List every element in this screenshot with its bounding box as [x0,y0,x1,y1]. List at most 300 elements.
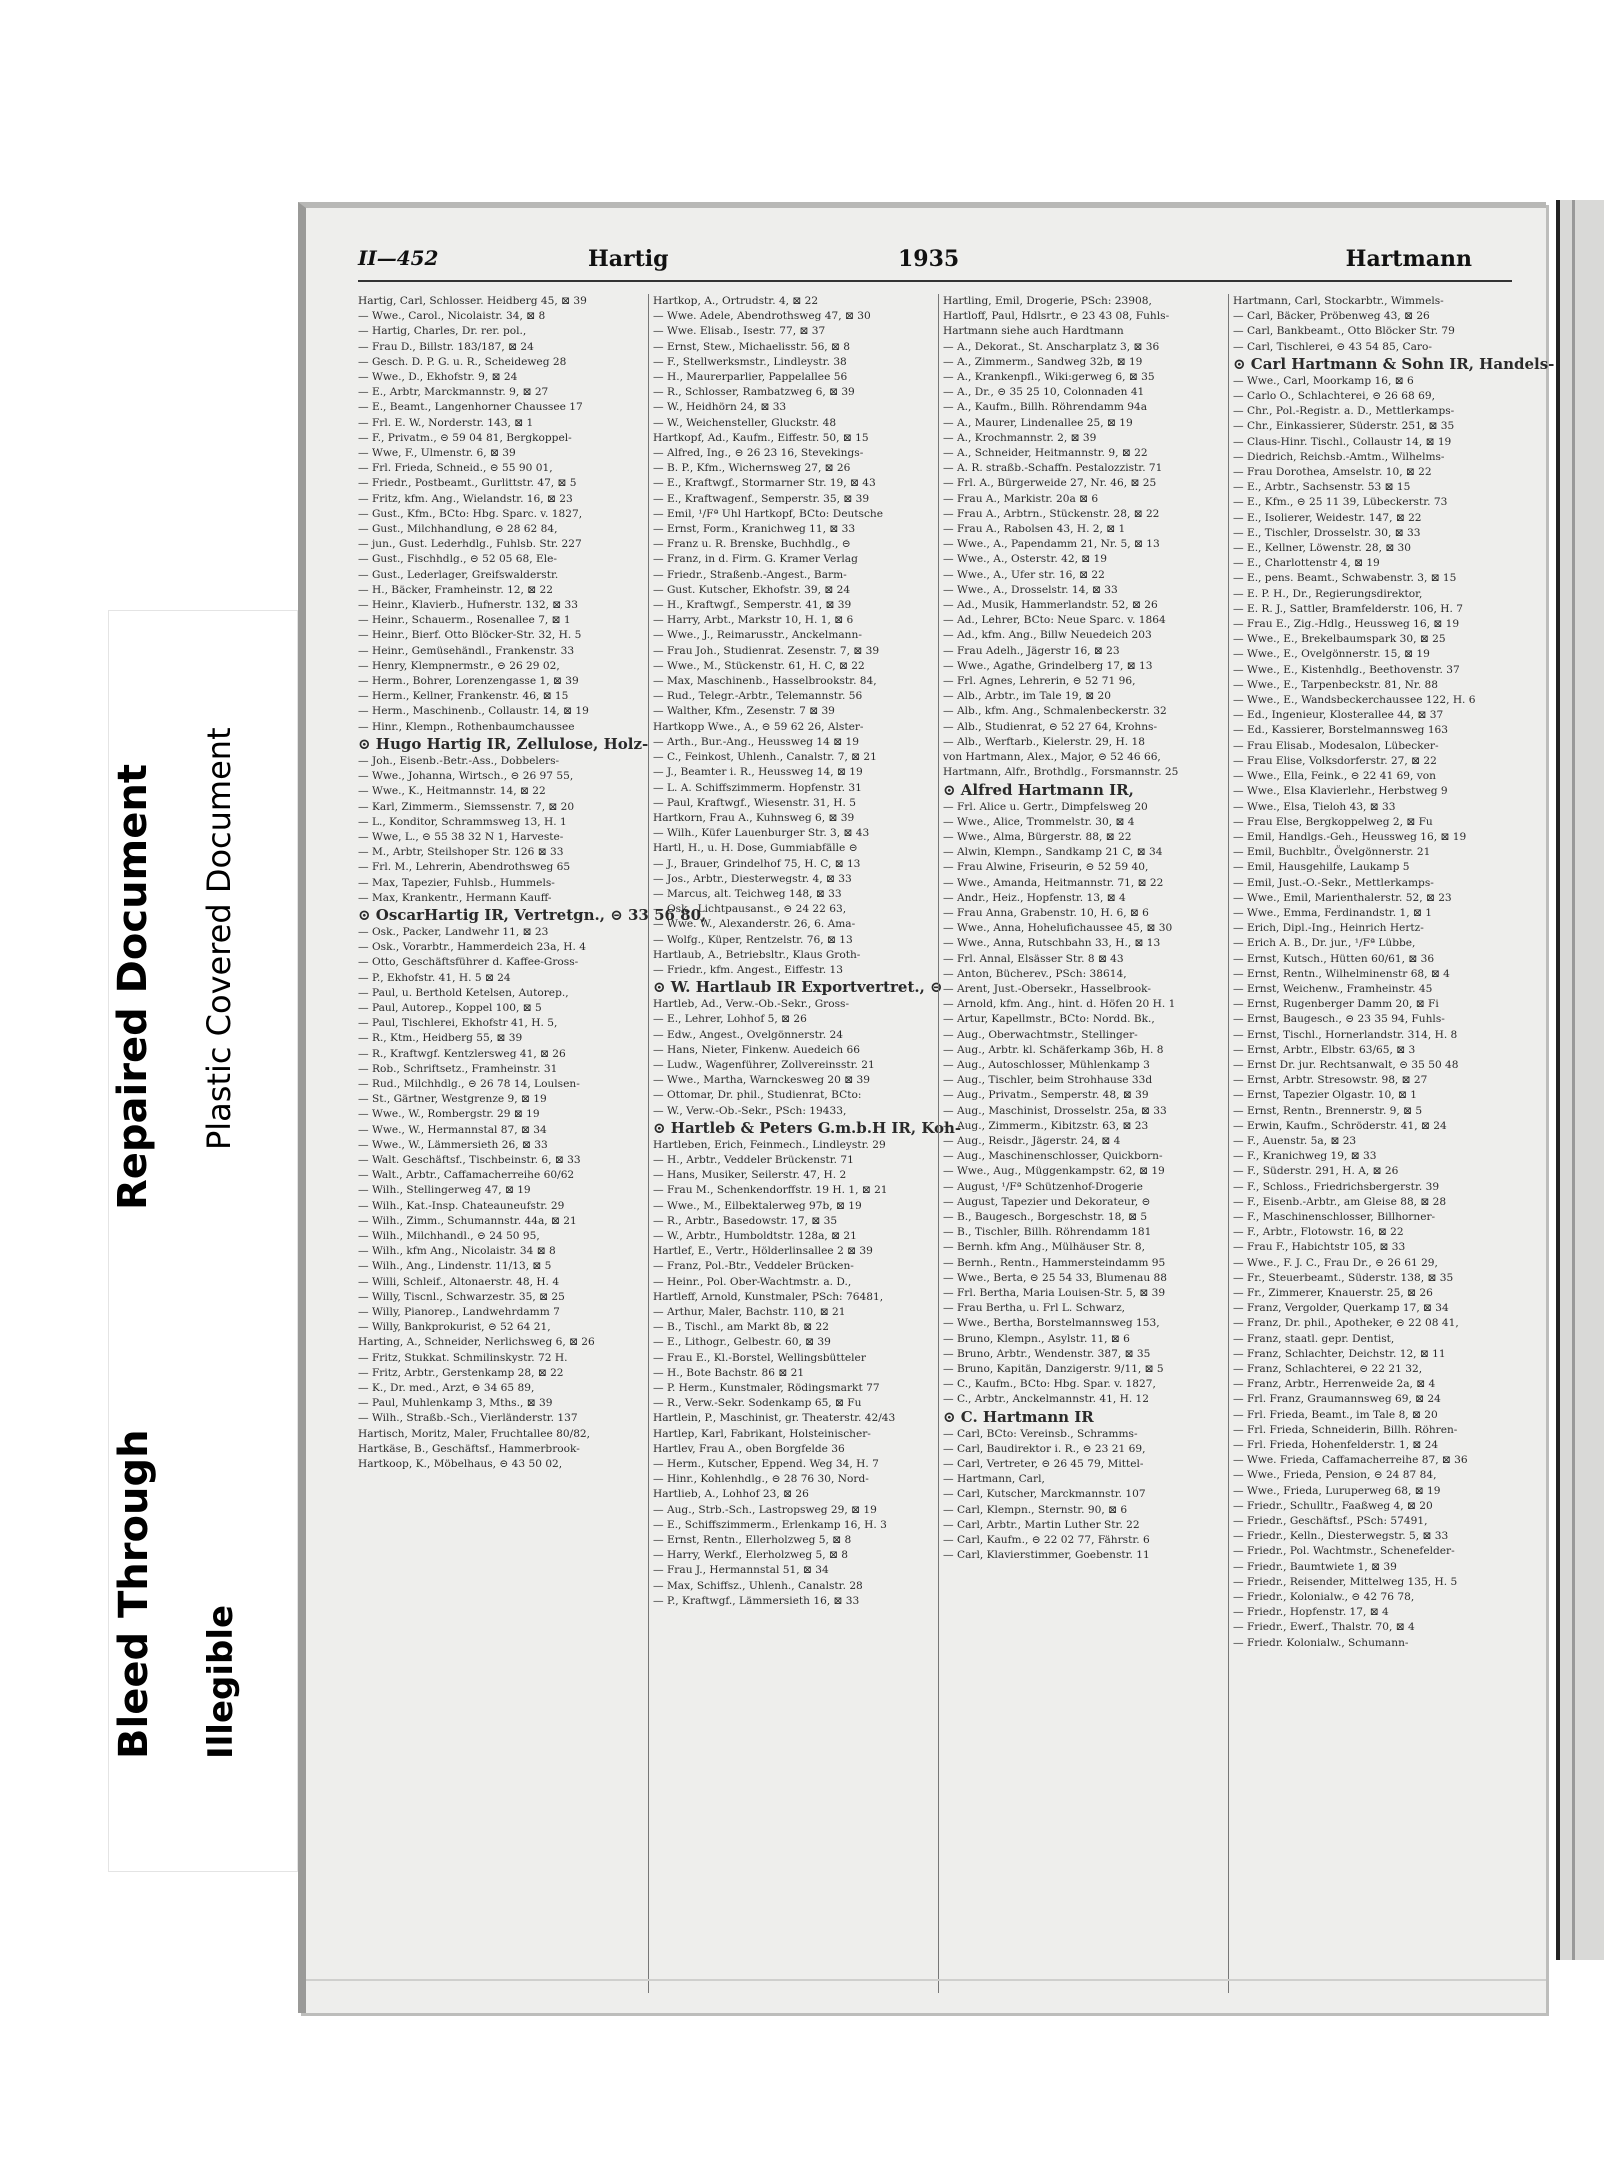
directory-entry: — Wwe., A., Osterstr. 42, ⊠ 19 [943,553,1108,566]
directory-entry: — Ottomar, Dr. phil., Studienrat, BCto: [653,1089,862,1102]
directory-entry: — Alwin, Klempn., Sandkamp 21 C, ⊠ 34 [943,846,1163,859]
directory-entry: — Willy, Pianorep., Landwehrdamm 7 [358,1306,560,1318]
directory-entry: — J., Beamter i. R., Heussweg 14, ⊠ 19 [653,766,863,779]
directory-entry: Hartleb, Ad., Verw.-Ob.-Sekr., Gross- [653,998,850,1011]
directory-entry: — Herm., Maschinenb., Collaustr. 14, ⊠ 19 [358,705,589,718]
directory-entry: — Ernst, Arbtr. Stresowstr. 98, ⊠ 27 [1233,1074,1428,1087]
directory-entry: — Wwe., Bertha, Borstelmannsweg 153, [943,1317,1160,1330]
directory-entry: — Walt. Geschäftsf., Tischbeinstr. 6, ⊠ 33 [358,1153,581,1166]
directory-entry: — Wwe., Berta, ⊝ 25 54 33, Blumenau 88 [943,1271,1167,1284]
directory-entry: — Osk., Lichtpausanst., ⊝ 24 22 63, [653,903,847,916]
directory-entry: — Frau Elisab., Modesalon, Lübecker- [1233,739,1439,752]
directory-entry: — Frau E., Zig.-Hdlg., Heussweg 16, ⊠ 19 [1233,618,1460,631]
directory-entry: — Hartmann, Carl, [943,1473,1045,1486]
directory-entry: — Franz, Pol.-Btr., Veddeler Brücken- [653,1260,854,1273]
directory-entry: — Frau F., Habichtstr 105, ⊠ 33 [1233,1241,1406,1254]
directory-entry: — Wwe., Emma, Ferdinandstr. 1, ⊠ 1 [1233,906,1432,919]
directory-entry: — Carlo O., Schlachterei, ⊝ 26 68 69, [1233,390,1435,403]
directory-entry: — W., Heidhörn 24, ⊠ 33 [653,401,787,414]
directory-entry: — Paul, Tischlerei, Ekhofstr 41, H. 5, [358,1017,558,1030]
directory-entry: — Gesch. D. P. G. u. R., Scheideweg 28 [358,355,567,368]
directory-entry: — A. R. straßb.-Schaffn. Pestalozzistr. 71 [943,462,1163,475]
directory-entry: Hartloff, Paul, Hdlsrtr., ⊝ 23 43 08, Fuhls- [943,310,1170,323]
directory-entry: — Aug., Reisdr., Jägerstr. 24, ⊠ 4 [943,1134,1121,1147]
directory-entry: — Frl. Alice u. Gertr., Dimpfelsweg 20 [943,800,1148,813]
directory-entry: — Hans, Nieter, Finkenw. Auedeich 66 [653,1043,861,1056]
directory-entry: — R., Schlosser, Rambatzweg 6, ⊠ 39 [653,386,855,399]
directory-entry: — Harry, Arbt., Markstr 10, H. 1, ⊠ 6 [653,614,854,627]
directory-entry: — Erich, Dipl.-Ing., Heinrich Hertz- [1233,922,1424,935]
directory-entry: — Wilh., Küfer Lauenburger Str. 3, ⊠ 43 [653,827,870,840]
directory-entry: — F., Süderstr. 291, H. A, ⊠ 26 [1233,1165,1399,1178]
directory-entry: — A., Dekorat., St. Anscharplatz 3, ⊠ 36 [943,340,1160,353]
directory-entry: — Max, Maschinenb., Hasselbrookstr. 84, [653,675,877,688]
directory-entry: — Joh., Eisenb.-Betr.-Ass., Dobbelers- [358,754,560,767]
directory-entry: — M., Arbtr, Steilshoper Str. 126 ⊠ 33 [358,846,564,859]
directory-entry: — E., Isolierer, Weidestr. 147, ⊠ 22 [1233,511,1422,524]
directory-entry: — Claus-Hinr. Tischl., Collaustr 14, ⊠ 19 [1233,435,1452,448]
directory-entry: — Franz, Dr. phil., Apotheker, ⊝ 22 08 41, [1233,1317,1459,1330]
directory-entry: — W., Verw.-Ob.-Sekr., PSch: 19433, [653,1104,847,1117]
directory-entry: — E., Beamt., Langenhorner Chaussee 17 [358,401,583,414]
directory-entry: — Heinr., Schauerm., Rosenallee 7, ⊠ 1 [358,614,571,627]
directory-entry: — Arth., Bur.-Ang., Heussweg 14 ⊠ 19 [653,735,859,748]
directory-entry: — Aug., Maschinenschlosser, Quickborn- [943,1150,1163,1163]
directory-entry: — Ad., Lehrer, BCto: Neue Sparc. v. 1864 [943,614,1166,627]
directory-entry: — Wilh., Ang., Lindenstr. 11/13, ⊠ 5 [358,1260,552,1273]
directory-entry: — H., Bäcker, Framheinstr. 12, ⊠ 22 [358,583,554,596]
tag-bleed-through: Bleed Through [111,1429,157,1759]
directory-entry: ⊙ Carl Hartmann & Sohn IR, Handels- [1233,354,1555,373]
directory-entry: — Ed., Ingenieur, Klosterallee 44, ⊠ 37 [1233,709,1444,722]
directory-entry: — Frl. Frieda, Schneid., ⊝ 55 90 01, [358,462,553,475]
directory-entry: — Frau E., Kl.-Borstel, Wellingsbütteler [653,1351,866,1364]
directory-entry: — F., Eisenb.-Arbtr., am Gleise 88, ⊠ 28 [1233,1195,1447,1208]
directory-entry: — F., Arbtr., Flotowstr. 16, ⊠ 22 [1233,1226,1404,1239]
directory-entry: — Wwe. W., Alexanderstr. 26, 6. Ama- [653,918,856,931]
directory-entry: — Carl, Vertreter, ⊝ 26 45 79, Mittel- [943,1458,1144,1471]
directory-entry: — Wwe., Elsa Klavierlehr., Herbstweg 9 [1233,785,1448,798]
directory-entry: — Fr., Steuerbeamt., Süderstr. 138, ⊠ 35 [1233,1271,1454,1284]
directory-entry: — Max, Krankentr., Hermann Kauff- [358,891,552,904]
directory-entry: — C., Feinkost, Uhlenh., Canalstr. 7, ⊠ 21 [653,751,877,764]
directory-entry: — Wwe., W., Lämmersieth 26, ⊠ 33 [358,1138,548,1151]
directory-entry: — Ad., Musik, Hammerlandstr. 52, ⊠ 26 [943,599,1158,612]
directory-entry: Hartisch, Moritz, Maler, Fruchtallee 80/82, [358,1427,591,1440]
directory-entry: — Arnold, kfm. Ang., hint. d. Höfen 20 H. 1 [943,998,1176,1011]
directory-entry: — Max, Tapezier, Fuhlsb., Hummels- [358,876,555,889]
directory-entry: — Wilh., Stellingerweg 47, ⊠ 19 [358,1184,531,1197]
directory-entry: — E., pens. Beamt., Schwabenstr. 3, ⊠ 15 [1233,572,1457,585]
directory-entry: Hartkopf, Ad., Kaufm., Eiffestr. 50, ⊠ 15 [653,431,869,444]
directory-entry: — Edw., Angest., Ovelgönnerstr. 24 [653,1028,843,1041]
directory-entry: — Emil, Just.-O.-Sekr., Mettlerkamps- [1233,876,1434,889]
directory-entry: — Willi, Schleif., Altonaerstr. 48, H. 4 [358,1275,560,1288]
directory-entry: — Ernst, Tapezier Olgastr. 10, ⊠ 1 [1233,1089,1417,1102]
directory-entry: — Fr., Zimmerer, Knauerstr. 25, ⊠ 26 [1233,1287,1433,1299]
directory-entry: — Heinr., Klavierb., Hufnerstr. 132, ⊠ 33 [358,599,579,612]
directory-entry: von Hartmann, Alex., Major, ⊝ 52 46 66, [943,751,1161,764]
directory-entry: Hartkäse, B., Geschäftsf., Hammerbrook- [358,1442,580,1455]
directory-entry: ⊙ Hartleb & Peters G.m.b.H IR, Koh- [653,1118,962,1137]
directory-entry: — E., Kraftwagenf., Semperstr. 35, ⊠ 39 [653,492,870,505]
directory-entry: — Willy, Tiscnl., Schwarzestr. 35, ⊠ 25 [358,1290,565,1303]
directory-entry: — Aug., Arbtr. kl. Schäferkamp 36b, H. 8 [943,1043,1164,1056]
directory-entry: — A., Kaufm., Billh. Röhrendamm 94a [943,401,1148,414]
directory-entry: — Wolfg., Küper, Rentzelstr. 76, ⊠ 13 [653,933,853,946]
directory-entry: — Carl, Klavierstimmer, Goebenstr. 11 [943,1549,1150,1562]
directory-entry: — Frau Elise, Volksdorferstr. 27, ⊠ 22 [1233,754,1437,767]
directory-entry: — Wwe., Frieda, Pension, ⊝ 24 87 84, [1233,1469,1437,1482]
directory-entry: — Friedr., Hopfenstr. 17, ⊠ 4 [1233,1606,1389,1619]
directory-entry: — Wwe., Martha, Warnckesweg 20 ⊠ 39 [653,1074,870,1087]
directory-entry: — E., Kraftwgf., Stormarner Str. 19, ⊠ 43 [653,477,876,490]
directory-entry: — P. Herm., Kunstmaler, Rödingsmarkt 77 [653,1382,880,1395]
page-number: II—452 [358,246,439,270]
directory-entry: — Wwe, F., Ulmenstr. 6, ⊠ 39 [358,447,516,460]
directory-entry: — Carl, Arbtr., Martin Luther Str. 22 [943,1518,1140,1531]
directory-entry: — E. R. J., Sattler, Bramfelderstr. 106, H. 7 [1233,602,1463,615]
directory-columns [358,294,1555,1993]
directory-entry: — Wwe., Carl, Moorkamp 16, ⊠ 6 [1233,374,1414,387]
directory-entry: — Bruno, Arbtr., Wendenstr. 387, ⊠ 35 [943,1347,1151,1360]
directory-entry: Hartling, Emil, Drogerie, PSch: 23908, [943,295,1152,307]
directory-entry: — Wilh., kfm Ang., Nicolaistr. 34 ⊠ 8 [358,1245,556,1258]
directory-entry: — Wwe., E., Wandsbeckerchaussee 122, H. 6 [1233,694,1476,707]
directory-entry: ⊙ OscarHartig IR, Vertretgn., ⊝ 33 56 80, [358,905,707,924]
directory-entry: — Rob., Schriftsetz., Framheinstr. 31 [358,1062,558,1075]
directory-entry: — B., Tischler, Billh. Röhrendamm 181 [943,1226,1152,1239]
directory-entry: — Ernst, Tischl., Hornerlandstr. 314, H. 8 [1233,1028,1458,1041]
directory-entry: — L. A. Schiffszimmerm. Hopfenstr. 31 [653,781,862,794]
directory-entry: — Frau Adelh., Jägerstr 16, ⊠ 23 [943,644,1120,657]
condition-tag [108,610,298,1872]
directory-entry: — Emil, Hausgehilfe, Laukamp 5 [1233,861,1410,874]
directory-entry: — Ernst, Rentn., Wilhelminenstr 68, ⊠ 4 [1233,967,1450,980]
directory-entry: — Wwe., F. J. C., Frau Dr., ⊝ 26 61 29, [1233,1256,1438,1269]
directory-entry: — Alb., kfm. Ang., Schmalenbeckerstr. 32 [943,705,1167,718]
directory-entry: — Friedr., Kelln., Diesterwegstr. 5, ⊠ 33 [1233,1530,1449,1543]
directory-column-1 [358,294,707,1993]
directory-entry: ⊙ Alfred Hartmann IR, [943,780,1134,799]
directory-entry: — Franz, in d. Firm. G. Kramer Verlag [653,553,858,566]
directory-entry: — Carl, Kaufm., ⊝ 22 02 77, Fährstr. 6 [943,1534,1150,1547]
directory-entry: — Wwe., Elsa, Tieloh 43, ⊠ 33 [1233,800,1396,813]
directory-entry: Hartlein, P., Maschinist, gr. Theaterstr. 42/43 [653,1412,896,1425]
directory-entry: — Franz, Schlachter, Deichstr. 12, ⊠ 11 [1233,1347,1446,1360]
header-right-word: Hartmann [1345,246,1472,272]
directory-entry: — Frl. Frieda, Hohenfelderstr. 1, ⊠ 24 [1233,1439,1439,1452]
directory-entry: — E., Lehrer, Lohhof 5, ⊠ 26 [653,1013,807,1026]
directory-entry: — Franz, staatl. gepr. Dentist, [1233,1332,1395,1345]
directory-entry: — Wilh., Milchhandl., ⊝ 24 50 95, [358,1229,540,1242]
directory-entry: Hartkoop, K., Möbelhaus, ⊝ 43 50 02, [358,1458,563,1471]
directory-entry: — Gust., Fischhdlg., ⊝ 52 05 68, Ele- [358,553,557,566]
directory-entry: — R., Ktm., Heidberg 55, ⊠ 39 [358,1032,523,1045]
directory-entry: — E., Schiffszimmerm., Erlenkamp 16, H. 3 [653,1518,887,1531]
directory-entry: — Friedr., Postbeamt., Gurlittstr. 47, ⊠ 5 [358,477,577,490]
directory-entry: — Ernst Dr. jur. Rechtsanwalt, ⊝ 35 50 48 [1233,1058,1459,1071]
directory-entry: — Alb., Studienrat, ⊝ 52 27 64, Krohns- [943,720,1158,733]
directory-entry: — Ernst, Stew., Michaelisstr. 56, ⊠ 8 [653,340,851,353]
directory-entry: — A., Dr., ⊝ 35 25 10, Colonnaden 41 [943,386,1145,399]
header-left-word: Hartig [588,246,669,272]
directory-entry: — Frau Else, Bergkoppelweg 2, ⊠ Fu [1233,815,1433,828]
directory-entry: — F., Maschinenschlosser, Billhorner- [1233,1210,1436,1223]
directory-entry: — Fritz, Stukkat. Schmilinskystr. 72 H. [358,1351,568,1364]
directory-entry: — H., Bote Bachstr. 86 ⊠ 21 [653,1366,805,1379]
directory-entry: — Frau Anna, Grabenstr. 10, H. 6, ⊠ 6 [943,906,1149,919]
directory-entry: — E., Lithogr., Gelbestr. 60, ⊠ 39 [653,1336,831,1349]
directory-entry: — Alb., Werftarb., Kielerstr. 29, H. 18 [943,735,1145,748]
directory-entry: — Franz, Schlachterei, ⊝ 22 21 32, [1233,1363,1423,1376]
directory-entry: — Emil, Buchbltr., Övelgönnerstr. 21 [1233,846,1431,859]
directory-entry: — Frl. M., Lehrerin, Abendrothsweg 65 [358,861,571,874]
directory-entry: — Friedr., Ewerf., Thalstr. 70, ⊠ 4 [1233,1621,1415,1634]
directory-entry: — Ernst, Weichenw., Framheinstr. 45 [1233,982,1433,995]
directory-entry: — Otto, Geschäftsführer d. Kaffee-Gross- [358,956,579,969]
directory-entry: — Andr., Heiz., Hopfenstr. 13, ⊠ 4 [943,891,1126,904]
directory-entry: — Wwe., Alice, Trommelstr. 30, ⊠ 4 [943,815,1135,828]
directory-entry: — P., Kraftwgf., Lämmersieth 16, ⊠ 33 [653,1594,860,1607]
directory-entry: — W., Arbtr., Humboldtstr. 128a, ⊠ 21 [653,1229,857,1242]
directory-entry: — Diedrich, Reichsb.-Amtm., Wilhelms- [1233,450,1445,463]
directory-entry: — Emil, ¹/Fª Uhl Hartkopf, BCto: Deutsche [653,507,884,520]
directory-entry: Hartkopp Wwe., A., ⊝ 59 62 26, Alster- [653,720,864,733]
directory-entry: — Frl. E. W., Norderstr. 143, ⊠ 1 [358,416,534,429]
directory-entry: — Arent, Just.-Obersekr., Hasselbrook- [943,982,1151,995]
directory-entry: — Wwe., A., Papendamm 21, Nr. 5, ⊠ 13 [943,538,1160,551]
directory-entry: — Aug., Privatm., Semperstr. 48, ⊠ 39 [943,1089,1149,1102]
directory-entry: — Paul, Kraftwgf., Wiesenstr. 31, H. 5 [653,796,856,809]
directory-entry: — Marcus, alt. Teichweg 148, ⊠ 33 [653,887,842,900]
directory-entry: — Wwe., M., Stückenstr. 61, H. C, ⊠ 22 [653,659,865,672]
directory-entry: — Wwe., Anna, Rutschbahn 33, H., ⊠ 13 [943,937,1161,950]
directory-entry: ⊙ C. Hartmann IR [943,1407,1094,1426]
directory-entry: — F., Kranichweg 19, ⊠ 33 [1233,1150,1377,1163]
directory-entry: — Aug., Oberwachtmstr., Stellinger- [943,1028,1138,1041]
directory-entry: Hartig, Carl, Schlosser. Heidberg 45, ⊠ 39 [358,295,587,307]
directory-entry: — Frau Dorothea, Amselstr. 10, ⊠ 22 [1233,466,1432,479]
directory-entry: — C., Kaufm., BCto: Hbg. Spar. v. 1827, [943,1378,1156,1391]
directory-entry: — B., Baugesch., Borgeschstr. 18, ⊠ 5 [943,1210,1148,1223]
directory-entry: — Wwe., A., Drosselstr. 14, ⊠ 33 [943,583,1118,596]
directory-entry: — Max, Schiffsz., Uhlenh., Canalstr. 28 [653,1579,863,1592]
directory-entry: — F., Auenstr. 5a, ⊠ 23 [1233,1134,1357,1147]
directory-entry: — Wilh., Kat.-Insp. Chateauneufstr. 29 [358,1199,565,1212]
directory-entry: — Wwe., Ella, Feink., ⊝ 22 41 69, von [1233,770,1436,783]
directory-entry: — Hinr., Kohlenhdlg., ⊝ 28 76 30, Nord- [653,1473,869,1486]
directory-entry: — Frl. Franz, Graumannsweg 69, ⊠ 24 [1233,1393,1441,1406]
directory-entry: Hartmann, Carl, Stockarbtr., Wimmels- [1233,295,1444,307]
directory-entry: Hartleben, Erich, Feinmech., Lindleystr. 29 [653,1138,886,1151]
directory-entry: — Bruno, Kapitän, Danzigerstr. 9/11, ⊠ 5 [943,1363,1164,1376]
directory-entry: — Wilh., Zimm., Schumannstr. 44a, ⊠ 21 [358,1214,577,1227]
directory-entry: — Aug., Maschinist, Drosselstr. 25a, ⊠ 33 [943,1104,1167,1117]
directory-entry: — Carl, Klempn., Sternstr. 90, ⊠ 6 [943,1503,1128,1516]
directory-entry: — R., Arbtr., Basedowstr. 17, ⊠ 35 [653,1214,838,1227]
directory-entry: — Frau M., Schenkendorffstr. 19 H. 1, ⊠ 21 [653,1184,888,1197]
directory-entry: — Wwe., E., Kistenhdlg., Beethovenstr. 37 [1233,663,1460,676]
directory-entry: — Henry, Klempnermstr., ⊝ 26 29 02, [358,659,560,672]
directory-entry: — Wwe., Alma, Bürgerstr. 88, ⊠ 22 [943,830,1132,843]
scanned-page [298,202,1555,2013]
directory-entry: — E., Kfm., ⊝ 25 11 39, Lübeckerstr. 73 [1233,496,1448,509]
directory-entry: — Wwe. Frieda, Caffamacherreihe 87, ⊠ 36 [1233,1454,1468,1467]
directory-entry: — Hans, Musiker, Seilerstr. 47, H. 2 [653,1169,847,1182]
repair-strip [306,1979,1546,1981]
directory-entry: — Frau A., Markistr. 20a ⊠ 6 [943,492,1099,505]
tag-repaired-document: Repaired Document [110,764,156,1210]
directory-entry: — Frl. A., Bürgerweide 27, Nr. 46, ⊠ 25 [943,477,1157,490]
directory-entry: Hartlaub, A., Betriebsltr., Klaus Groth- [653,948,861,961]
directory-entry: — Alfred, Ing., ⊝ 26 23 16, Stevekings- [653,447,864,460]
directory-entry: — R., Kraftwgf. Kentzlersweg 41, ⊠ 26 [358,1047,566,1060]
directory-entry: — Friedr., kfm. Angest., Eiffestr. 13 [653,963,843,976]
directory-entry: — Frl. Frieda, Beamt., im Tale 8, ⊠ 20 [1233,1408,1438,1421]
directory-entry: — Friedr. Kolonialw., Schumann- [1233,1636,1409,1649]
directory-entry: — Ernst, Rugenberger Damm 20, ⊠ Fi [1233,998,1439,1011]
directory-entry: — C., Arbtr., Anckelmannstr. 41, H. 12 [943,1393,1150,1406]
directory-entry: Hartmann siehe auch Hardtmann [943,325,1124,338]
directory-entry: — Aug., Tischler, beim Strohhause 33d [943,1074,1153,1087]
directory-column-2 [648,294,962,1993]
directory-entry: — A., Zimmerm., Sandweg 32b, ⊠ 19 [943,355,1143,368]
directory-entry: — Frau Alwine, Friseurin, ⊝ 52 59 40, [943,861,1149,874]
directory-entry: — Ernst, Rentn., Brennerstr. 9, ⊠ 5 [1233,1104,1423,1117]
directory-entry: Hartkorn, Frau A., Kuhnsweg 6, ⊠ 39 [653,811,855,824]
directory-entry: — Frau J., Hermannstal 51, ⊠ 34 [653,1564,829,1577]
directory-entry: — Paul, u. Berthold Ketelsen, Autorep., [358,986,569,999]
directory-entry: — Frl. Annal, Elsässer Str. 8 ⊠ 43 [943,952,1124,965]
directory-entry: — jun., Gust. Lederhdlg., Fuhlsb. Str. 227 [358,538,582,551]
directory-entry: Hartlev, Frau A., oben Borgfelde 36 [653,1442,845,1455]
directory-entry: — Wwe., M., Eilbektalerweg 97b, ⊠ 19 [653,1199,862,1212]
directory-entry: — H., Arbtr., Veddeler Brückenstr. 71 [653,1153,854,1166]
directory-entry: — J., Brauer, Grindelhof 75, H. C, ⊠ 13 [653,857,861,870]
directory-entry: ⊙ Hugo Hartig IR, Zellulose, Holz- [358,734,649,753]
directory-entry: — Friedr., Straßenb.-Angest., Barm- [653,568,847,581]
directory-entry: — Friedr., Schulltr., Faaßweg 4, ⊠ 20 [1233,1499,1433,1512]
directory-entry: Hartlieb, A., Lohhof 23, ⊠ 26 [653,1488,809,1501]
directory-entry: — Wwe., D., Ekhofstr. 9, ⊠ 24 [358,371,518,384]
directory-entry: — E., Charlottenstr 4, ⊠ 19 [1233,557,1380,570]
directory-entry: — Harry, Werkf., Elerholzweg 5, ⊠ 8 [653,1549,848,1562]
directory-entry: — Wwe., A., Ufer str. 16, ⊠ 22 [943,568,1105,581]
directory-entry: Hartleff, Arnold, Kunstmaler, PSch: 76481, [653,1290,884,1303]
directory-entry: — Frl. Frieda, Schneiderin, Billh. Röhren- [1233,1423,1458,1436]
directory-entry: — Walther, Kfm., Zesenstr. 7 ⊠ 39 [653,705,835,718]
directory-entry: — Wwe., E., Tarpenbeckstr. 81, Nr. 88 [1233,678,1438,691]
directory-entry: — H., Maurerparlier, Pappelallee 56 [653,371,848,384]
directory-entry: — E. P. H., Dr., Regierungsdirektor, [1233,587,1423,600]
directory-entry: — Wwe., Frieda, Luruperweg 68, ⊠ 19 [1233,1484,1441,1497]
directory-entry: — Wwe., Carol., Nicolaistr. 34, ⊠ 8 [358,310,546,323]
directory-entry: — Heinr., Gemüsehändl., Frankenstr. 33 [358,644,575,657]
directory-entry: — Wwe., Emil, Marienthalerstr. 52, ⊠ 23 [1233,891,1452,904]
directory-entry: — Herm., Kutscher, Eppend. Weg 34, H. 7 [653,1458,879,1471]
directory-entry: — Alb., Arbtr., im Tale 19, ⊠ 20 [943,690,1111,703]
directory-entry: — Frau A., Rabolsen 43, H. 2, ⊠ 1 [943,523,1126,536]
directory-entry: — Hinr., Klempn., Rothenbaumchaussee [358,720,575,733]
directory-entry: — Bernh., Rentn., Hammersteindamm 95 [943,1256,1166,1269]
directory-entry: — Fritz, Arbtr., Gerstenkamp 28, ⊠ 22 [358,1366,564,1379]
directory-entry: — Ludw., Wagenführer, Zollvereinsstr. 21 [653,1058,875,1071]
directory-entry: — Frl. Agnes, Lehrerin, ⊝ 52 71 96, [943,675,1136,688]
directory-entry: — Carl, BCto: Vereinsb., Schramms- [943,1427,1138,1440]
directory-entry: — Ernst, Rentn., Ellerholzweg 5, ⊠ 8 [653,1534,852,1547]
directory-entry: — Wwe. Adele, Abendrothsweg 47, ⊠ 30 [653,310,871,323]
directory-entry: — Carl, Bankbeamt., Otto Blöcker Str. 79 [1233,325,1455,338]
directory-entry: — Gust., Kfm., BCto: Hbg. Sparc. v. 1827, [358,507,583,520]
directory-entry: — Anton, Bücherev., PSch: 38614, [943,967,1127,980]
directory-entry: — Frl. Bertha, Maria Louisen-Str. 5, ⊠ 39 [943,1287,1166,1299]
directory-entry: — Rud., Telegr.-Arbtr., Telemannstr. 56 [653,690,863,703]
directory-entry: — Aug., Strb.-Sch., Lastropsweg 29, ⊠ 19 [653,1503,877,1516]
directory-entry: — B. P., Kfm., Wichernsweg 27, ⊠ 26 [653,462,851,475]
directory-entry: — Bernh. kfm Ang., Mülhäuser Str. 8, [943,1241,1145,1254]
directory-entry: — Arthur, Maler, Bachstr. 110, ⊠ 21 [653,1306,846,1318]
directory-entry: — Chr., Pol.-Registr. a. D., Mettlerkamps- [1233,405,1455,418]
directory-entry: — Fritz, kfm. Ang., Wielandstr. 16, ⊠ 23 [358,492,573,505]
directory-entry: — A., Schneider, Heitmannstr. 9, ⊠ 22 [943,447,1148,460]
directory-entry: — K., Dr. med., Arzt, ⊝ 34 65 89, [358,1382,535,1395]
directory-entry: ⊙ W. Hartlaub IR Exportvertret., ⊝ [653,978,943,997]
directory-entry: — Frau A., Arbtrn., Stückenstr. 28, ⊠ 22 [943,507,1160,520]
directory-column-3 [938,294,1223,1993]
directory-entry: — B., Tischl., am Markt 8b, ⊠ 22 [653,1321,829,1334]
directory-entry: — Ernst, Baugesch., ⊝ 23 35 94, Fuhls- [1233,1013,1445,1026]
directory-entry: Hartkop, A., Ortrudstr. 4, ⊠ 22 [653,295,819,307]
directory-entry: — Herm., Bohrer, Lorenzengasse 1, ⊠ 39 [358,675,579,688]
directory-entry: — Friedr., Geschäftsf., PSch: 57491, [1233,1515,1428,1528]
directory-entry: — Ernst, Form., Kranichweg 11, ⊠ 33 [653,523,856,536]
directory-entry: — Friedr., Baumtwiete 1, ⊠ 39 [1233,1560,1397,1573]
directory-entry: — Ernst, Arbtr., Elbstr. 63/65, ⊠ 3 [1233,1043,1416,1056]
directory-entry: — E., Arbtr., Sachsenstr. 53 ⊠ 15 [1233,481,1411,494]
directory-entry: — Wwe., W., Hermannstal 87, ⊠ 34 [358,1123,547,1136]
directory-entry: — Wwe., Agathe, Grindelberg 17, ⊠ 13 [943,659,1153,672]
directory-entry: — R., Verw.-Sekr. Sodenkamp 65, ⊠ Fu [653,1397,862,1410]
directory-entry: — Wwe., E., Ovelgönnerstr. 15, ⊠ 19 [1233,648,1430,661]
directory-entry: — Wwe, L., ⊝ 55 38 32 N 1, Harveste- [358,830,564,843]
directory-entry: — Frau Bertha, u. Frl L. Schwarz, [943,1302,1126,1315]
directory-entry: — Friedr., Reisender, Mittelweg 135, H. 5 [1233,1575,1458,1588]
directory-entry: — Friedr., Kolonialw., ⊝ 42 76 78, [1233,1591,1415,1604]
directory-entry: — August, ¹/Fª Schützenhof-Drogerie [943,1180,1143,1193]
directory-entry: — A., Krochmannstr. 2, ⊠ 39 [943,431,1097,444]
tag-plastic-covered: Plastic Covered Document [200,727,238,1150]
directory-entry: — E., Arbtr, Marckmannstr. 9, ⊠ 27 [358,386,549,399]
directory-entry: — Wwe., K., Heitmannstr. 14, ⊠ 22 [358,785,546,798]
directory-entry: — Erich A. B., Dr. jur., ¹/Fª Lübbe, [1233,937,1416,950]
next-page-edge [1556,200,1604,1960]
directory-entry: — Franz, Vergolder, Querkamp 17, ⊠ 34 [1233,1302,1449,1315]
directory-entry: — Herm., Kellner, Frankenstr. 46, ⊠ 15 [358,690,569,703]
directory-entry: — Hartig, Charles, Dr. rer. pol., [358,325,527,338]
directory-entry: Hartl, H., u. H. Dose, Gummiabfälle ⊝ [653,842,858,855]
directory-entry: — Frau Joh., Studienrat. Zesenstr. 7, ⊠ 39 [653,644,880,657]
directory-entry: — Rud., Milchhdlg., ⊝ 26 78 14, Loulsen- [358,1077,580,1090]
directory-entry: — Franz u. R. Brenske, Buchhdlg., ⊝ [653,538,851,551]
tag-illegible: Illegible [201,1604,241,1759]
directory-entry: — F., Privatm., ⊝ 59 04 81, Bergkoppel- [358,431,572,444]
page-header [358,246,1512,282]
directory-entry: Hartlef, E., Vertr., Hölderlinsallee 2 ⊠ 39 [653,1245,873,1258]
directory-entry: — Wwe., E., Brekelbaumspark 30, ⊠ 25 [1233,633,1446,646]
directory-entry: Harting, A., Schneider, Nerlichsweg 6, ⊠ 26 [358,1336,595,1349]
directory-entry: — Walt., Arbtr., Caffamacherreihe 60/62 [358,1169,575,1182]
